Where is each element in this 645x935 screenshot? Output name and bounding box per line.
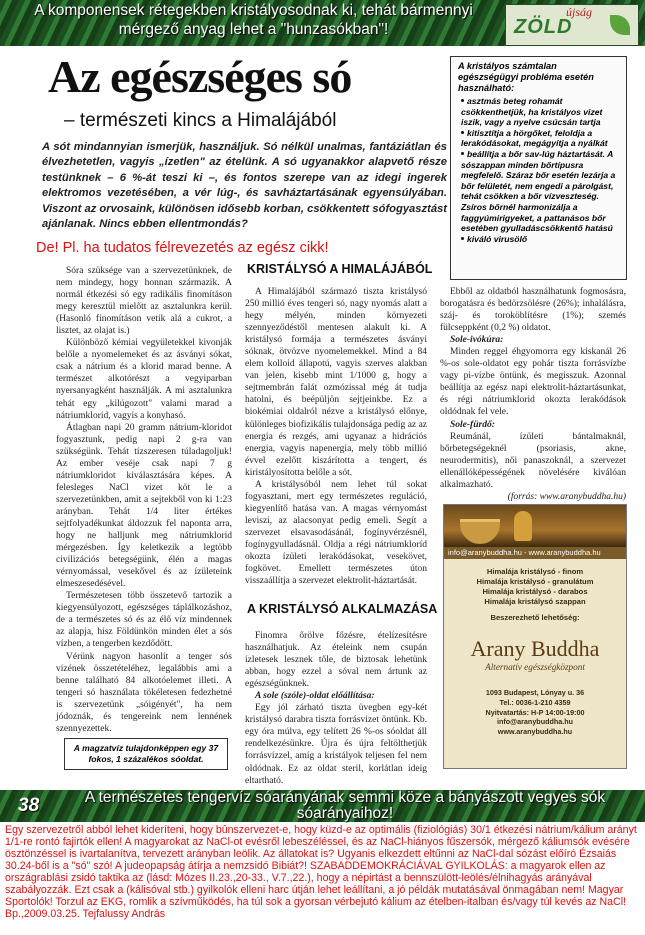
ad-products bbox=[444, 567, 626, 607]
article-subtitle: – természeti kincs a Himalájából bbox=[64, 110, 337, 131]
page-number: 38 bbox=[18, 795, 40, 816]
ad-product: Himalája kristálysó szappan bbox=[484, 597, 586, 606]
bottom-banner bbox=[0, 790, 645, 822]
sidebar-item-text: asztmás beteg rohamát csökkenthetjük, ha kristályos vizet iszik, vagy a nyelve csúcsán tartja bbox=[461, 96, 603, 128]
paragraph: Természetesen több összetevő tartozik a kiegyensúlyozott, egészséges táplálkozáshoz, de a természetes só és az élő víz mindennek az alapja, hisz Földünkön minden élet a sós vízben, a tengerben kezdődött. bbox=[56, 591, 232, 650]
section-header-usage: A KRISTÁLYSÓ ALKALMAZÁSA bbox=[247, 602, 438, 616]
bullet-icon bbox=[461, 237, 464, 240]
ad-buy-label: Beszerezhető lehetőség: bbox=[490, 613, 580, 622]
bullet-icon bbox=[461, 99, 464, 102]
section-header-himalaya: KRISTÁLYSÓ A HIMALÁJÁBÓL bbox=[247, 262, 433, 276]
ad-url: info@aranybuddha.hu - www.aranybuddha.hu bbox=[444, 547, 626, 559]
sidebar-item bbox=[461, 96, 620, 128]
amniotic-fact-box: A magzatvíz tulajdonképpen egy 37 fokos, 1 százalékos sóoldat. bbox=[64, 738, 228, 770]
subheading: A sole (szóle)-oldat előállítása: bbox=[255, 691, 375, 702]
sidebar-item bbox=[461, 128, 620, 149]
sidebar-item-text: kiváló virusölő bbox=[467, 233, 528, 244]
zold-ujsag-logo bbox=[505, 4, 639, 46]
sidebar-item-text: beállítja a bőr sav-lúg háztartását. A sószappan minden bőrtípusra megfelelő. Száraz bőr esetén lezárja a bőr felületét, nem engedi a párolgást, tehát csökken a bőr vízveszteség. Zsíros bőrnél harmonizálja a faggyúmirigyeket, a pattanásos bőr esetében gyulladáscsökkentő hatású bbox=[461, 148, 616, 234]
source-note: (forrás: www.aranybuddha.hu) bbox=[507, 491, 626, 502]
paragraph: Ebből az oldatból használhatunk fogmosásra, borogatásra és bedörzsölésre (26%); inhalálásra, száj- és toroköblítésre (1%); szemés fülcseppként (0,2 %) oldatot. bbox=[440, 287, 626, 334]
ad-address-line: www.aranybuddha.hu bbox=[497, 727, 573, 737]
paragraph: Egy jól zárható tiszta üvegben egy-két kristálysó darabra tiszta forrásvizet öntünk. Kb. egy óra múlva, egy telített 26 %-os sóoldat áll rendelkezésünkre. Újra és újra feltölthetjük forrásvízzel, amíg a kristályok teljesen fel nem oldódnak. Ez az oldat steril, korlátlan ideig eltartható. bbox=[245, 703, 427, 786]
ad-product: Himalája kristálysó - granulátum bbox=[476, 577, 594, 586]
column-2 bbox=[245, 286, 427, 587]
ad-tagline: Alternatív egészségközpont bbox=[485, 662, 585, 672]
paragraph: Finomra őrölve főzésre, ételízesítésre használhatjuk. Az ételeink nem csupán ízletesek lesznek tőle, de biztosak lehetünk abban, hogy ezzel a sóval nem ártunk az egészségünknek. bbox=[245, 631, 427, 690]
subheading: Sole-ivókúra: bbox=[450, 335, 504, 346]
paragraph: Különböző kémiai vegyületekkel kivonják belőle a nyomelemeket és az ásványi sókat, csak a nátrium és a klorid marad benne. A természet alkotórészt a vegyiparban nyersanyagként használják. A mi asztalunkra tehát egy „kilúgozott" valami marad a nátriumkloríd, vagyis a konyhasó. bbox=[56, 338, 232, 421]
ad-photo bbox=[444, 505, 626, 547]
arany-buddha-ad bbox=[443, 504, 627, 769]
paragraph: Átlagban napi 20 gramm nátrium-kloridot fogyasztunk, pedig napi 2 g-ra van szükségünk. Tehát tízszeresen túladagoljuk! Az ember veséje csak napi 7 g nátriumkloridot kiválasztására képes. A felesleges NaCl vizet köt le a szervezetünkben, amit a sejtekből von ki 1:23 arányban. Tehát 1/4 liter értékes sejtfolyadékunkat áldozzuk fel naponta arra, hogy ne halljunk meg nátriumklorid mérgezésben. Így keletkezik a legtöbb civilizációs betegségünk, élén a magas vérnyomással, vesekővel és az ízületeink elmeszesedésével. bbox=[56, 422, 232, 590]
bullet-icon bbox=[461, 131, 464, 134]
ad-address-line: Tel.: 0036-1-210 4359 bbox=[499, 697, 571, 707]
article-lead: A sót mindannyian ismerjük, használjuk. Só nélkül unalmas, fantáziátlan és élvezhetetlen, vagyis „ízetlen" az ételünk. A só ugyanakkor alapvető része testünknek – 6 %-át teszi ki –, és fontos szerepe van az idegi ingerek elektromos vezetésében, a vér lúg-, és savháztartásának egyensúlyában. Viszont az orvosaink, különösen idősebb korban, csökkentett sófogyasztást ajánlanak. Nincs ebben ellentmondás? bbox=[42, 141, 447, 231]
column-3 bbox=[440, 286, 626, 503]
top-banner bbox=[0, 0, 645, 46]
paragraph: Reumánál, ízületi bántalmaknál, bőrbetegségeknél (psoriasis, akne, neurodermitis), női panaszoknál, a szervezet ellenállóképességének növelésére kiválóan alkalmazható. bbox=[440, 431, 626, 490]
sidebar-title: A kristályos számtalan egészségügyi probléma esetén használható: bbox=[458, 61, 594, 93]
ad-address-line: info@aranybuddha.hu bbox=[496, 717, 574, 727]
red-remark: De! Pl. ha tudatos félrevezetés az egész cikk! bbox=[36, 240, 329, 256]
ad-address-line: 1093 Budapest, Lónyay u. 36 bbox=[485, 688, 585, 697]
sidebar-item-text: kitisztítja a hörgőket, feloldja a lerakódásokat, megágyítja a nyálkát bbox=[461, 127, 608, 149]
paragraph: Vérünk nagyon hasonlít a tenger sós vizének összetételéhez, legalábbis ami a benne található 84 alkotóelemet illeti. A tengeri só használata tökéletesen fedezhetné is szervezetünk „sóigényét", ha nem jódoznák, és tengereink nem lennének szennyezettek. bbox=[56, 651, 232, 734]
sidebar-list bbox=[451, 96, 626, 244]
bottom-banner-text: A természetes tengervíz sóarányának semmi köze a bányászott vegyes sók sóarányaihoz! bbox=[84, 789, 606, 822]
uses-sidebar-box bbox=[450, 56, 627, 280]
ad-address bbox=[444, 688, 626, 737]
subheading: Sole-fürdő: bbox=[450, 419, 495, 430]
paragraph: Sóra szüksége van a szervezetünknek, de nem mindegy, hogy honnan származik. A normál étkezési só egy radikális finomításon megy keresztül mielőtt az asztalunkra kerül. (Hasonló finomításon vetik alá a cukrot, a lisztet, az olajat is.) bbox=[56, 266, 232, 337]
leaf-icon bbox=[610, 15, 630, 35]
logo-small-text: újság bbox=[566, 5, 593, 19]
ad-brand-name: Arany Buddha bbox=[470, 636, 600, 661]
paragraph: Minden reggel éhgyomorra egy kiskanál 26 %-os sole-oldatot egy pohár tiszta forrásvízbe vagy pi-vízbe öntünk, és megisszuk. Azonnal beállítja az egész napi elektrolit-háztartásunkat, és régi nátriumklorid okozta lerakódások oldódnak fel vele. bbox=[440, 347, 626, 418]
column-1 bbox=[56, 265, 232, 735]
paragraph: A Himalájából származó tiszta kristálysó 250 millió éves tengeri só, nagy nyomás alatt a hegy mélyén, minden környezeti szennyeződéstől mentesen alakult ki. A kristálysó formája a természetes ásványi sóknak, ötvözve nyomelemekkel. Mind a 84 elem kolloid állapotú, vagyis szerves alakban van jelen, kisebb mint 1/1000 g, hogy a sejtmembrán falát ozmózissal még át tudja hatolni, és beépüljön sejtjeinkbe. Ez a biokémiai oldalról nézve a kristálysó előnye, különleges biofizikális tulajdonsága pedig az az energia és rezgés, ami ugyanaz a hidrációs energia, vagyis napenergia, mely több millió évvel ezelőtt kiszárította a tengert, és kiristályosította belőle a sót. bbox=[245, 287, 427, 478]
top-banner-text: A komponensek rétegekben kristályosodnak ki, tehát bármennyi mérgező anyag lehet a "hunzasókban"! bbox=[34, 2, 473, 38]
sidebar-item bbox=[461, 149, 620, 234]
ad-product: Himalája kristálysó - finom bbox=[486, 567, 584, 576]
ad-product: Himalája kristálysó - darabos bbox=[482, 587, 588, 596]
sidebar-item bbox=[461, 234, 620, 245]
logo-brand-text: ZÖLD bbox=[514, 16, 573, 38]
paragraph: A kristálysóból nem lehet túl sokat fogyasztani, mert egy természetes reguláció, kiegyenlítő hatása van. A magas vérnyomást leviszi, az alacsonyat pedig emeli. Segít a szervezet elsavasodásánál, fogínyvérzésnél, fogínygyulladásnál. Oldja a régi nátriumkloríd okozta ízületi lerakódásokat, vesekövet, fogkövet. Emellett természetes úton visszaállítja a szervezet elektrolit-háztartását. bbox=[245, 479, 427, 587]
red-footer-note: Egy szervezetről abból lehet kideríteni, hogy bûnszervezet-e, hogy küzd-e az optimális (fiziológiás) 30/1 étkezési nátrium/kálium arányt 1/1-re rontó fajirtók ellen! A magyarokat az NaCl-ot evésről lebeszéléssel, és az NaCl-hiányos fűszersók, mérgező káliumsók evésére ösztönzéssel is ivartalanítva, tervezett arányban leölik. Az állatokat is? Ugyanis elkezdett eltűnni az NaCl-dal sózást előíró Ézsaiás 30.24-ből is a "só" szó! A judeopapság átírja a nemzsidó Bibiát?! SZABADDEMOKRÁCIÁVAL GYILKOLÁS: a magyarok ellen az országrablási zsidó taktika az (lásd: Mózes II.23.,20-33., V.7.,22.), hogy a népirtást a bennszülött-leölés/élnihagyás arányával szabályozzák. Ezt csak a (kálisóval stb.) gyilkolók elleni harc útján lehet leállítani, a jó példák mutatásával önmagában nem! Magyar Sportolók! Torzul az EKG, romlik a szívműködés, ha túl sok a gyorsan vérbejutó kálium az ételben-italban és/vagy túl kevés az NaCl! Bp.,2009.03.25. Tejfalussy András bbox=[5, 824, 637, 920]
ad-address-line: Nyitvatartás: H-P 14:00-19:00 bbox=[485, 707, 585, 717]
column-2b bbox=[245, 630, 427, 787]
singing-bowl-icon bbox=[460, 519, 500, 544]
article-title: Az egészséges só bbox=[48, 51, 352, 102]
bell-icon bbox=[514, 511, 532, 541]
bullet-icon bbox=[461, 152, 464, 155]
